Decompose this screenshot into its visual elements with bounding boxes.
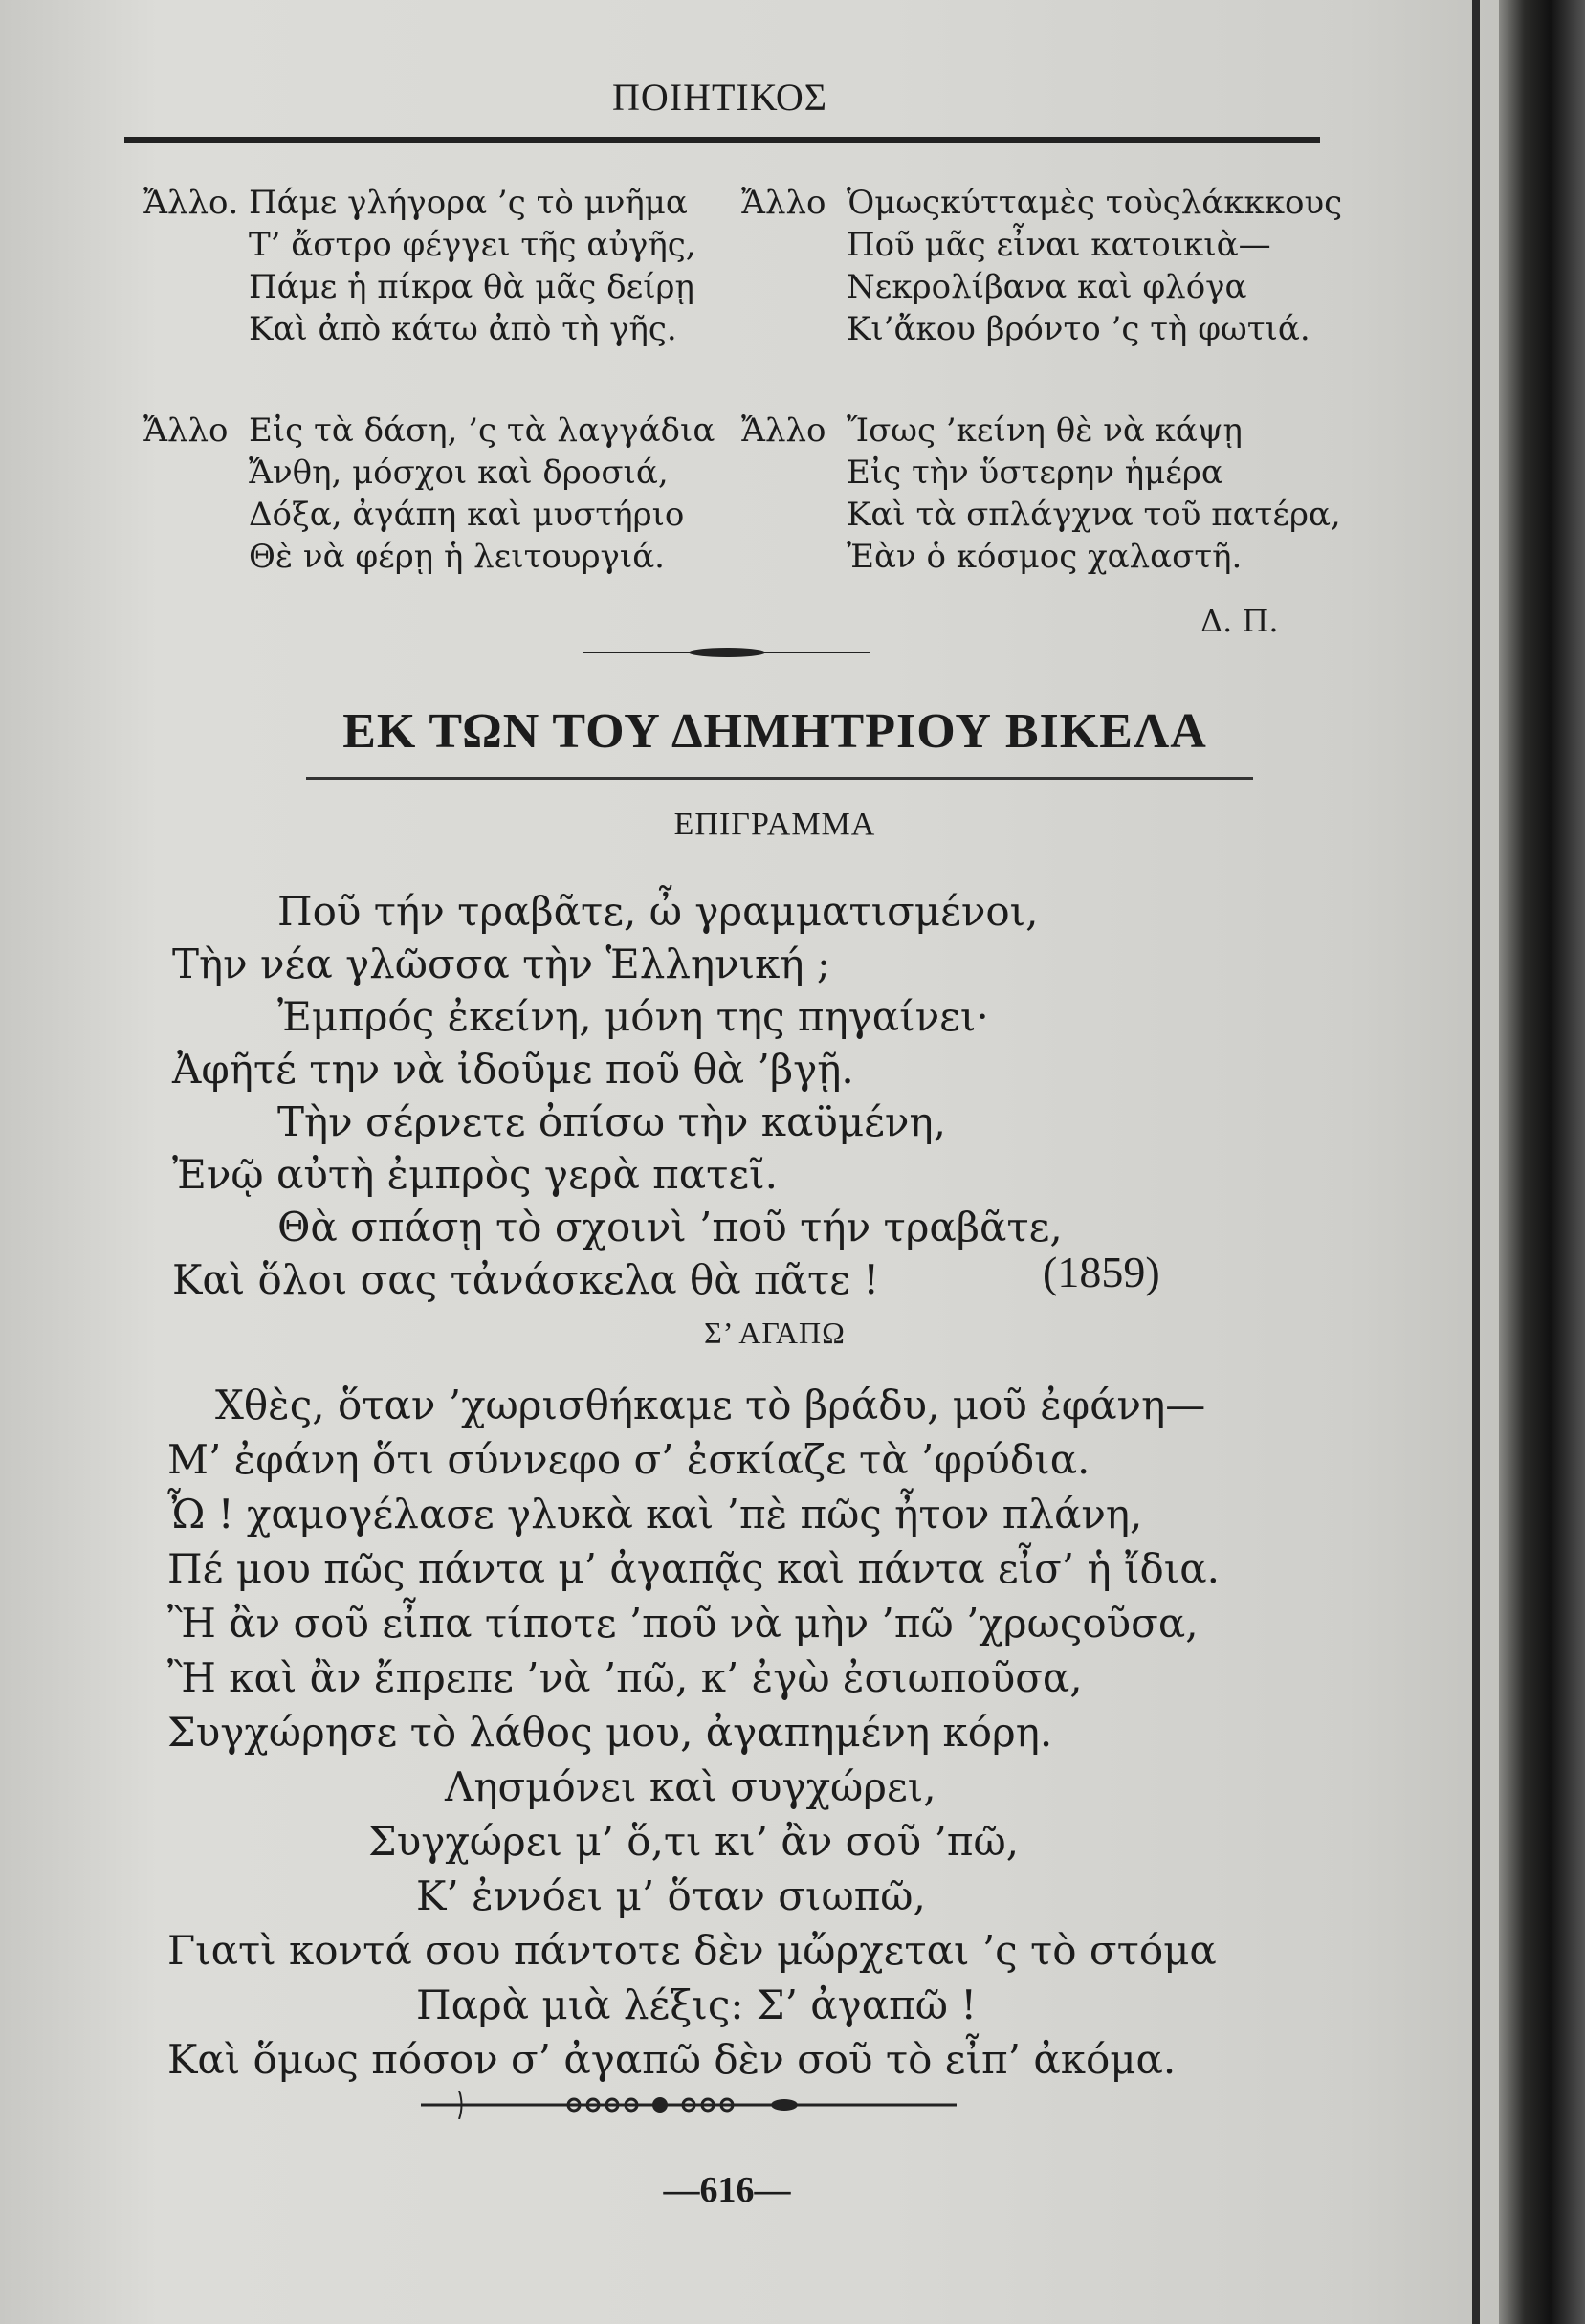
verse-line: Πάμε ἡ πίκρα θὰ μᾶς δείρῃ (249, 268, 694, 306)
top-left-stanza-2 (143, 409, 715, 578)
verse-line: Ὦ ! χαμογέλασε γλυκὰ καὶ ’πὲ πῶς ἦτον πλάνη, (167, 1491, 1143, 1538)
top-left-stanza-1 (143, 182, 696, 350)
verse-line: Πάμε γλήγορα ’ς τὸ μνῆμα (249, 184, 688, 222)
book-spine (1499, 0, 1585, 2324)
top-right-stanza-1 (741, 182, 1342, 350)
verse-line: Τ’ ἄστρο φέγγει τῆς αὐγῆς, (249, 226, 696, 264)
verse-line: Τὴν σέρνετε ὀπίσω τὴν καϋμένη, (277, 1098, 946, 1145)
verse-line: Καὶ τὰ σπλάγχνα τοῦ πατέρα, (847, 496, 1341, 534)
verse-line: Συγχώρει μ’ ὅ,τι κι’ ἂν σοῦ ’πῶ, (368, 1818, 1020, 1865)
verse-line: Θὲ νὰ φέρῃ ἡ λειτουργιά. (249, 538, 665, 576)
verse-line: Κ’ ἐννόει μ’ ὅταν σιωπῶ, (416, 1872, 926, 1919)
verse-line: Καὶ ὅμως πόσον σ’ ἀγαπῶ δὲν σοῦ τὸ εἶπ’ ἀκόμα. (167, 2036, 1177, 2083)
verse-line: Πέ μου πῶς πάντα μ’ ἀγαπᾷς καὶ πάντα εἶσ’ ἡ ἴδια. (167, 1545, 1220, 1592)
verse-line: Νεκρολίβανα καὶ φλόγα (847, 268, 1247, 306)
verse-line: Ἄνθη, μόσχοι καὶ δροσιά, (249, 454, 669, 492)
verse-line: Εἰς τὰ δάση, ’ς τὰ λαγγάδια (249, 411, 715, 450)
title-rule (306, 777, 1253, 780)
section-title: ΕΚ ΤΩΝ ΤΟΥ ΔΗΜΗΤΡΙΟΥ ΒΙΚΕΛΑ (342, 704, 1207, 759)
love-poem (167, 1378, 1220, 2087)
verse-line: Παρὰ μιὰ λέξις: Σ’ ἀγαπῶ ! (416, 1981, 978, 2028)
verse-line: Ἢ ἂν σοῦ εἶπα τίποτε ’ποῦ νὰ μὴν ’πῶ ’χρωςοῦσα, (167, 1600, 1199, 1647)
verse-line: Εἰς τὴν ὕστερην ἡμέρα (847, 454, 1223, 492)
epigram-poem (172, 885, 1063, 1306)
verse-line: Θὰ σπάσῃ τὸ σχοινὶ ’ποῦ τήν τραβᾶτε, (277, 1204, 1063, 1251)
verse-line: Κι’ἄκου βρόντο ’ς τὴ φωτιά. (847, 310, 1310, 348)
stanza-label: Ἄλλο (741, 184, 826, 222)
ornament-divider (583, 646, 870, 659)
verse-line: Λησμόνει καὶ συγχώρει, (445, 1763, 936, 1810)
poem-heading: Σ’ ΑΓΑΠΩ (704, 1316, 846, 1350)
stanza-label: Ἄλλο (741, 411, 826, 450)
top-right-stanza-2 (741, 409, 1341, 578)
verse-line: Ποῦ τήν τραβᾶτε, ὦ γραμματισμένοι, (277, 888, 1039, 935)
epigram-year: (1859) (1043, 1248, 1160, 1296)
page-number: —616— (663, 2170, 791, 2210)
verse-line: Ἴσως ’κείνη θὲ νὰ κάψῃ (847, 411, 1243, 450)
verse-line: Ποῦ μᾶς εἶναι κατοικιὰ— (847, 226, 1271, 264)
verse-line: Συγχώρησε τὸ λάθος μου, ἀγαπημένη κόρη. (167, 1709, 1053, 1756)
verse-line: Ἀφῆτέ την νὰ ἰδοῦμε ποῦ θὰ ’βγῇ. (172, 1046, 854, 1093)
verse-line: Ἢ καὶ ἂν ἔπρεπε ’νὰ ’πῶ, κ’ ἐγὼ ἐσιωποῦσα, (167, 1654, 1083, 1701)
verse-line: Χθὲς, ὅταν ’χωρισθήκαμε τὸ βράδυ, μοῦ ἐφάνη— (215, 1382, 1206, 1428)
stanza-label: Ἄλλο (143, 411, 229, 450)
verse-line: Γιατὶ κοντά σου πάντοτε δὲν μὤρχεται ’ς τὸ στόμα (167, 1927, 1217, 1974)
stanza-label: Ἄλλο. (143, 184, 239, 222)
running-title: ΠΟΙΗΤΙΚΟΣ (612, 76, 828, 119)
signature: Δ. Π. (1200, 603, 1279, 639)
verse-line: Ἐὰν ὁ κόσμος χαλαστῆ. (847, 538, 1243, 576)
epigram-heading: ΕΠΙΓΡΑΜΜΑ (673, 807, 876, 842)
verse-line: Δόξα, ἀγάπη καὶ μυστήριο (249, 496, 685, 534)
verse-line: Τὴν νέα γλῶσσα τὴν Ἑλληνική ; (172, 941, 831, 987)
verse-line: Καὶ ὅλοι σας τἀνάσκελα θὰ πᾶτε ! (172, 1256, 880, 1303)
verse-line: Ἐμπρός ἐκείνη, μόνη της πηγαίνει· (277, 993, 989, 1040)
verse-line: Μ’ ἐφάνη ὅτι σύννεφο σ’ ἐσκίαζε τὰ ’φρύδια. (167, 1436, 1090, 1483)
verse-line: Ὁμωςκύτταμὲς τοὺςλάκκκους (847, 184, 1343, 222)
verse-line: Καὶ ἀπὸ κάτω ἀπὸ τὴ γῆς. (249, 310, 677, 348)
ornament-divider-bottom (421, 2091, 957, 2119)
header-rule (124, 137, 1320, 143)
gutter-line (1472, 0, 1480, 2324)
verse-line: Ἐνῷ αὐτὴ ἐμπρὸς γερὰ πατεῖ. (172, 1151, 778, 1198)
